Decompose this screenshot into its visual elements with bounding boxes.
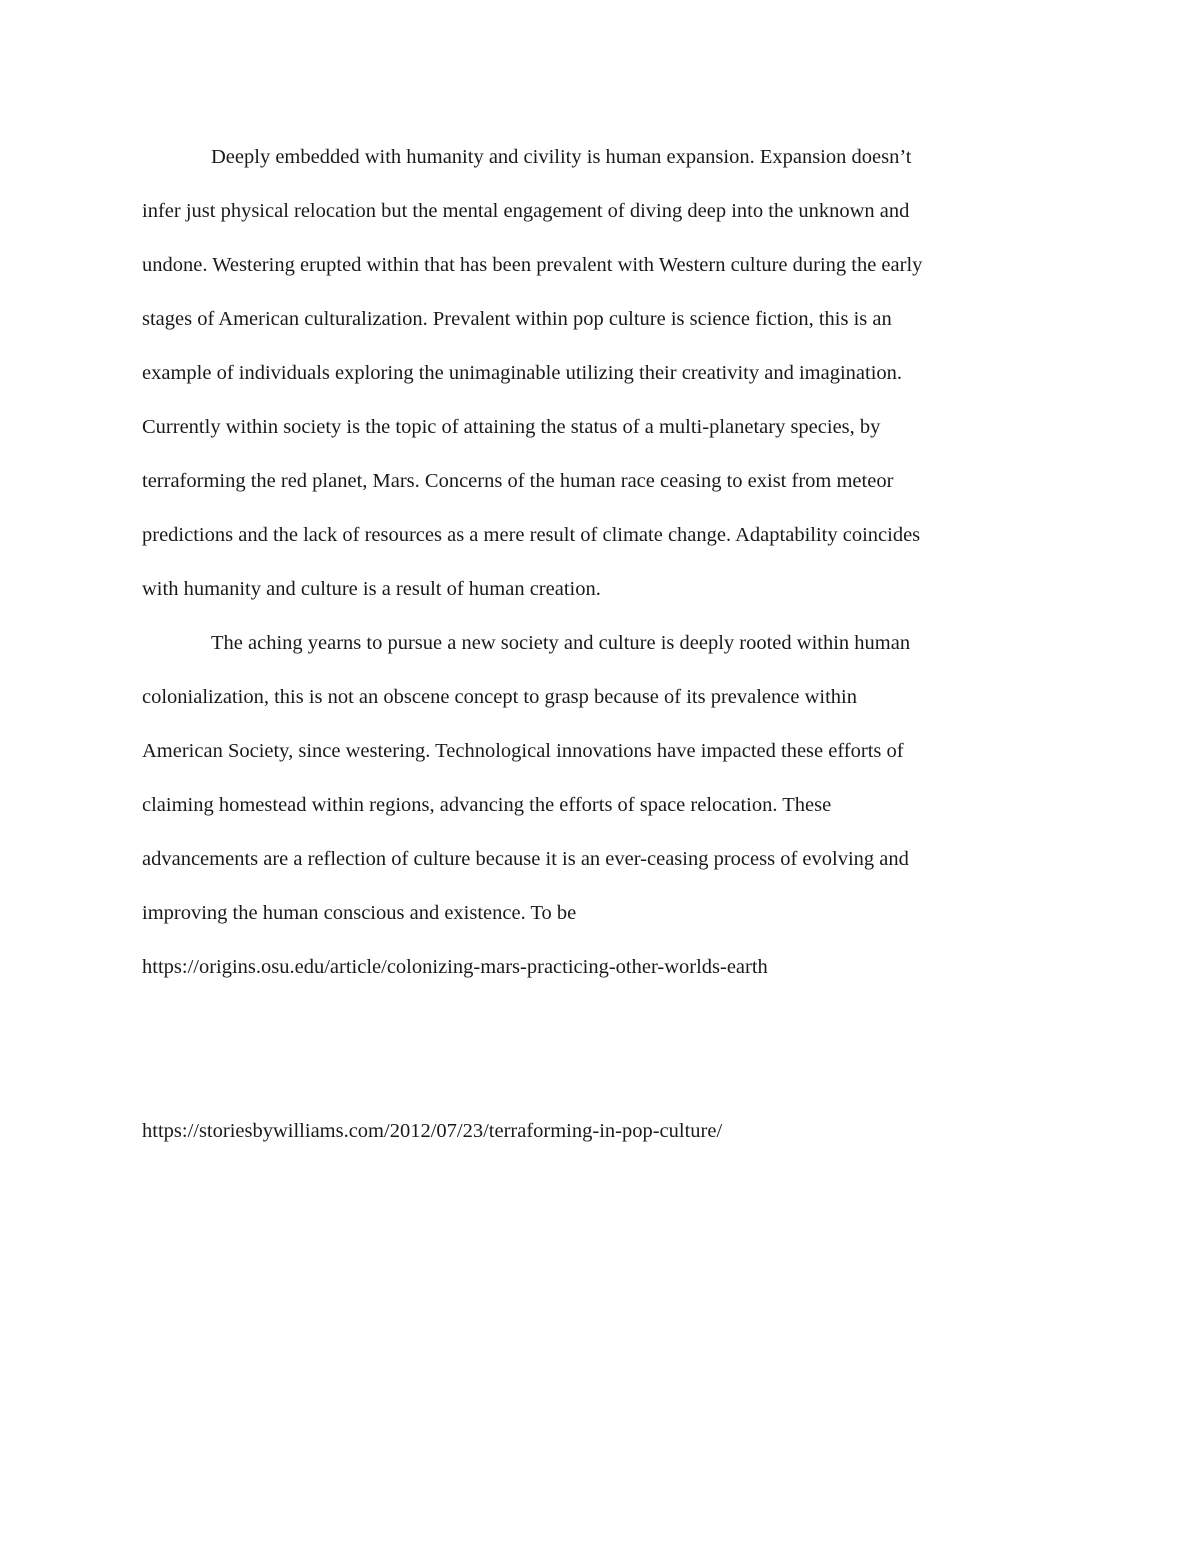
paragraph-1-line-7: terraforming the red planet, Mars. Concerns of the human race ceasing to exist from meteor <box>142 470 894 492</box>
paragraph-1-line-8: predictions and the lack of resources as a mere result of climate change. Adaptability coincides <box>142 524 921 546</box>
paragraph-2-line-4: claiming homestead within regions, advancing the efforts of space relocation. These <box>142 794 832 816</box>
paragraph-1-line-2: infer just physical relocation but the mental engagement of diving deep into the unknown and <box>142 200 910 222</box>
paragraph-1-line-1: Deeply embedded with humanity and civility is human expansion. Expansion doesn’t <box>211 146 912 168</box>
paragraph-1-line-6: Currently within society is the topic of attaining the status of a multi-planetary species, by <box>142 416 881 438</box>
paragraph-1-line-3: undone. Westering erupted within that has been prevalent with Western culture during the early <box>142 254 923 276</box>
paragraph-2-line-3: American Society, since westering. Technological innovations have impacted these efforts of <box>142 740 904 762</box>
paragraph-1-line-9: with humanity and culture is a result of human creation. <box>142 578 601 600</box>
paragraph-1-line-5: example of individuals exploring the unimaginable utilizing their creativity and imagination. <box>142 362 903 384</box>
reference-url-1[interactable]: https://origins.osu.edu/article/colonizing-mars-practicing-other-worlds-earth <box>142 956 768 978</box>
paragraph-2-line-6: improving the human conscious and existence. To be <box>142 902 577 924</box>
reference-url-2[interactable]: https://storiesbywilliams.com/2012/07/23/terraforming-in-pop-culture/ <box>142 1120 723 1142</box>
paragraph-2-line-1: The aching yearns to pursue a new society and culture is deeply rooted within human <box>211 632 911 654</box>
paragraph-2-line-2: colonialization, this is not an obscene concept to grasp because of its prevalence within <box>142 686 857 708</box>
paragraph-2-line-5: advancements are a reflection of culture because it is an ever-ceasing process of evolving and <box>142 848 909 870</box>
paragraph-1-line-4: stages of American culturalization. Prevalent within pop culture is science fiction, this is an <box>142 308 892 330</box>
